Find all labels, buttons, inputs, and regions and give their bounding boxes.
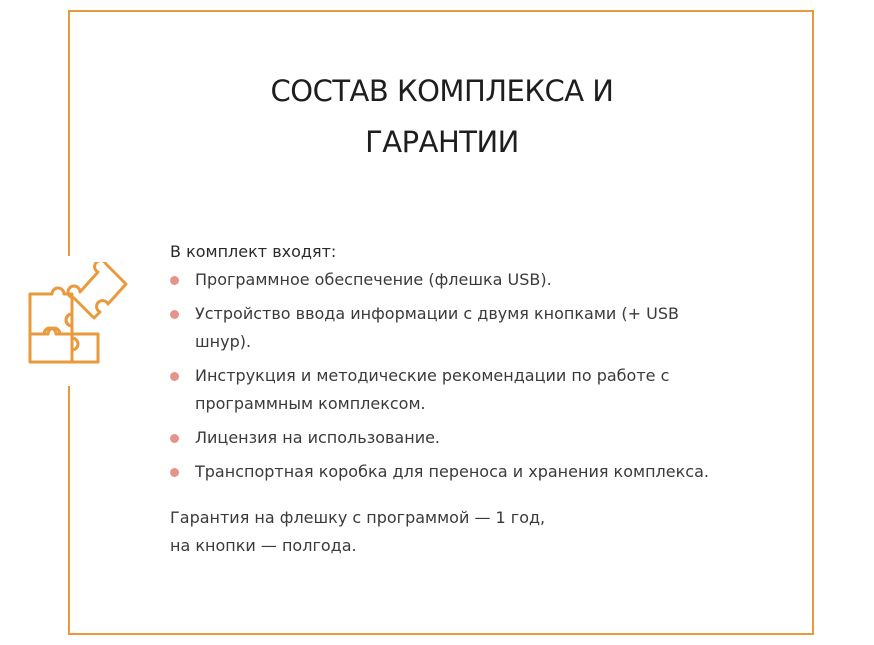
list-item-text: Инструкция и методические рекомендации по работе с программным комплексом. (195, 366, 670, 413)
list-item (170, 300, 730, 356)
bullet-icon (170, 310, 179, 319)
warranty-line-2: на кнопки — полгода. (170, 536, 357, 555)
list-item-text: Программное обеспечение (флешка USB). (195, 270, 552, 289)
warranty-line-1: Гарантия на флешку с программой — 1 год, (170, 508, 546, 527)
list-item (170, 424, 730, 452)
bullet-icon (170, 434, 179, 443)
bullet-icon (170, 372, 179, 381)
page-title (200, 66, 684, 168)
list-item (170, 458, 730, 486)
bullet-icon (170, 276, 179, 285)
list-item-text: Лицензия на использование. (195, 428, 441, 447)
bullet-icon (170, 468, 179, 477)
title-line-2: ГАРАНТИИ (365, 125, 519, 159)
list-item (170, 362, 730, 418)
title-line-1: СОСТАВ КОМПЛЕКСА И (270, 74, 614, 108)
kit-list (170, 266, 730, 486)
kit-intro: В комплект входят: (170, 242, 337, 261)
list-item-text: Транспортная коробка для переноса и хранения комплекса. (195, 462, 709, 481)
warranty-text (170, 504, 730, 560)
kit-section (170, 238, 730, 560)
list-item-text: Устройство ввода информации с двумя кнопками (+ USB шнур). (195, 304, 679, 351)
puzzle-icon (22, 262, 132, 374)
list-item (170, 266, 730, 294)
